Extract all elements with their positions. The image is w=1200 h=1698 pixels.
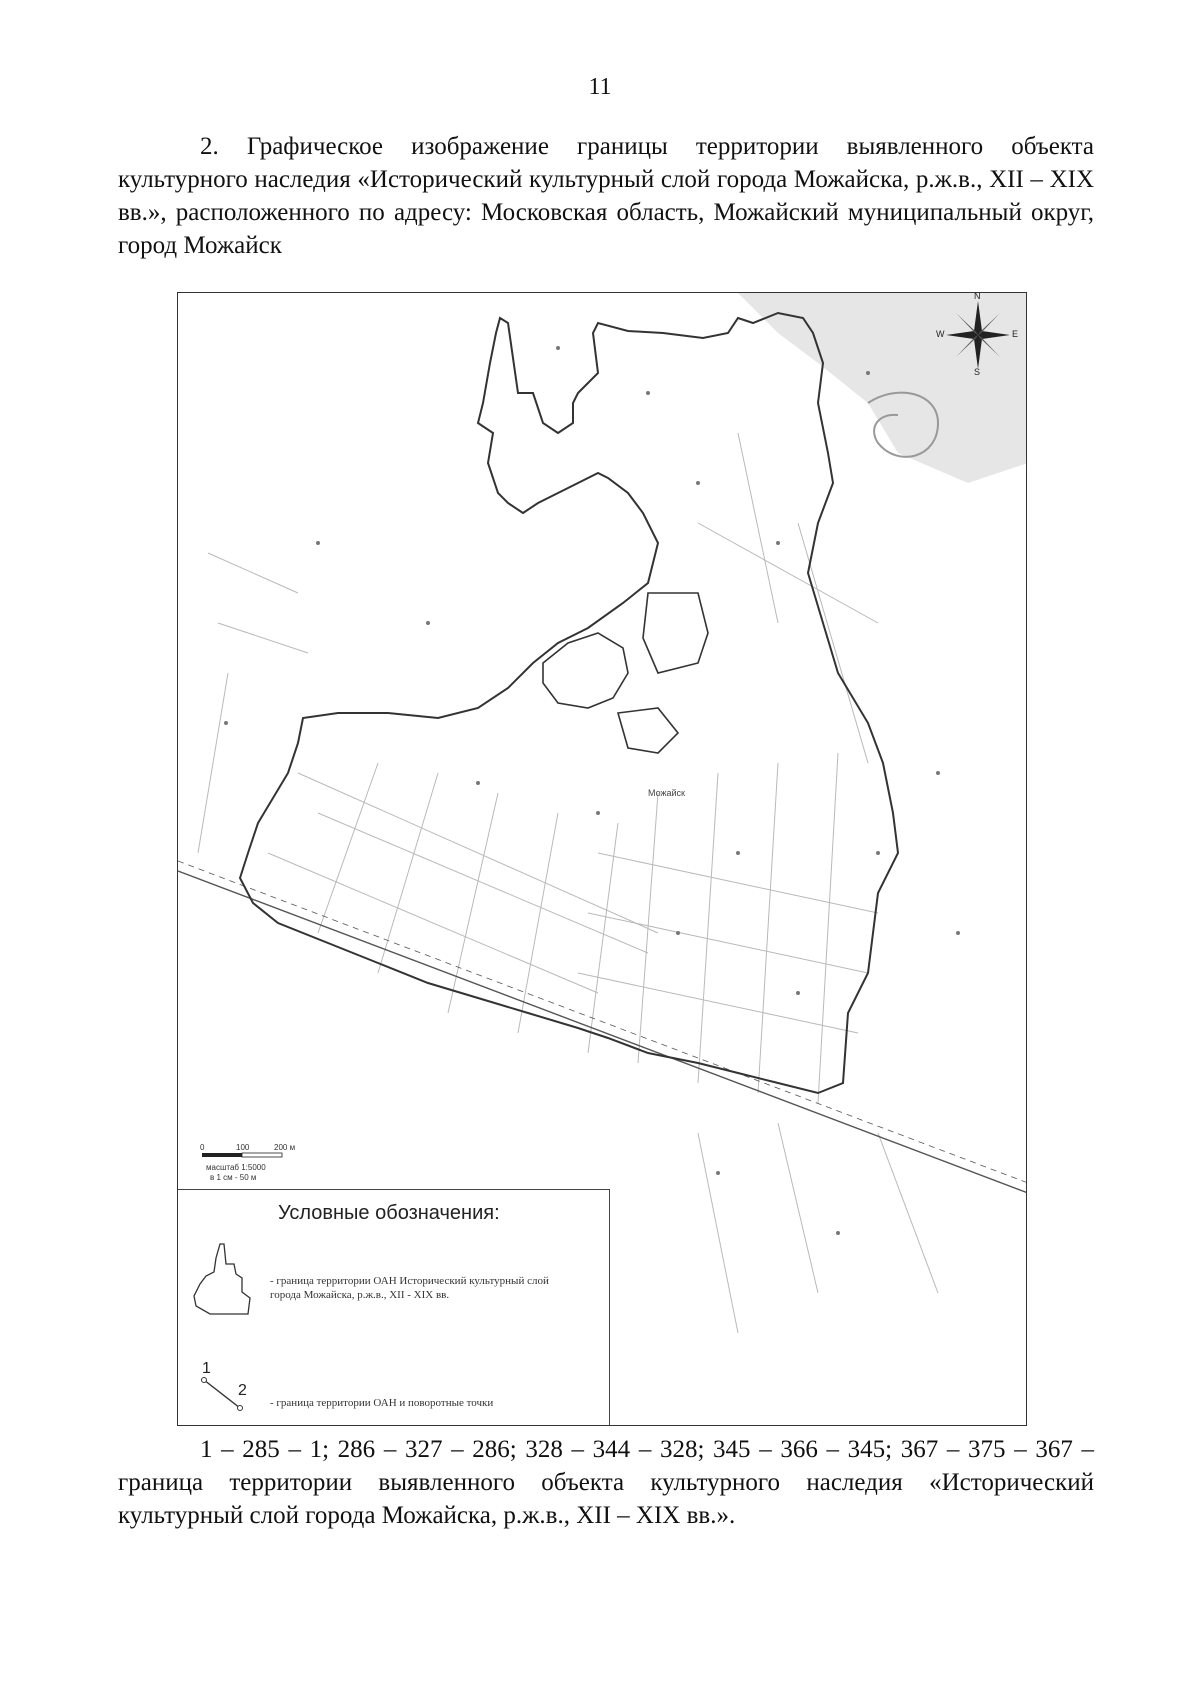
railway [178,861,1027,1193]
scale-ratio: масштаб 1:5000 [206,1163,266,1172]
main-boundary [240,313,898,1093]
compass-s: S [974,367,981,377]
legend-point-2: 2 [238,1382,247,1399]
map-points [224,346,960,1235]
legend-boundary-sample [190,1240,260,1320]
legend-item-boundary-text: - граница территории ОАН Исторический культурный слой города Можайска, р.ж.в., XII - XIX вв. [270,1275,549,1301]
legend-turning-points-sample [198,1376,248,1416]
scale-tick-end: 200 м [274,1143,296,1152]
scale-tick-mid: 100 [236,1143,250,1152]
legend-point-1: 1 [202,1360,211,1377]
map-legend [178,1189,610,1425]
map-figure [177,292,1027,1426]
page-number: 11 [588,74,612,100]
compass-n: N [974,292,981,301]
inner-boundary-2 [643,593,708,673]
compass-w: W [936,329,945,339]
inner-boundary-3 [618,708,678,753]
city-label: Можайск [648,788,685,798]
compass-e: E [1012,329,1019,339]
compass-star-icon [938,295,1018,375]
scale-tick-start: 0 [200,1143,205,1152]
scale-per-cm: в 1 см - 50 м [210,1173,257,1182]
legend-item-points-text: - граница территории ОАН и поворотные точки [270,1397,494,1409]
scale-bar [182,1143,302,1187]
caption-paragraph: 1 – 285 – 1; 286 – 327 – 286; 328 – 344 – 328; 345 – 366 – 345; 367 – 375 – 367 – граница территории выявленного объекта культурного наследия «Исторический культурный слой города Можайска, р.ж.в., XII – XIX вв.». [118,1436,1094,1529]
intro-paragraph: 2. Графическое изображение границы территории выявленного объекта культурного наследия «Исторический культурный слой города Можайска, р.ж.в., XII – XIX вв.», расположенного по адресу: Московская область, Можайский муниципальный округ, город Можайск [118,133,1094,259]
compass-rose [936,292,1019,377]
legend-title: Условные обозначения: [278,1202,500,1224]
